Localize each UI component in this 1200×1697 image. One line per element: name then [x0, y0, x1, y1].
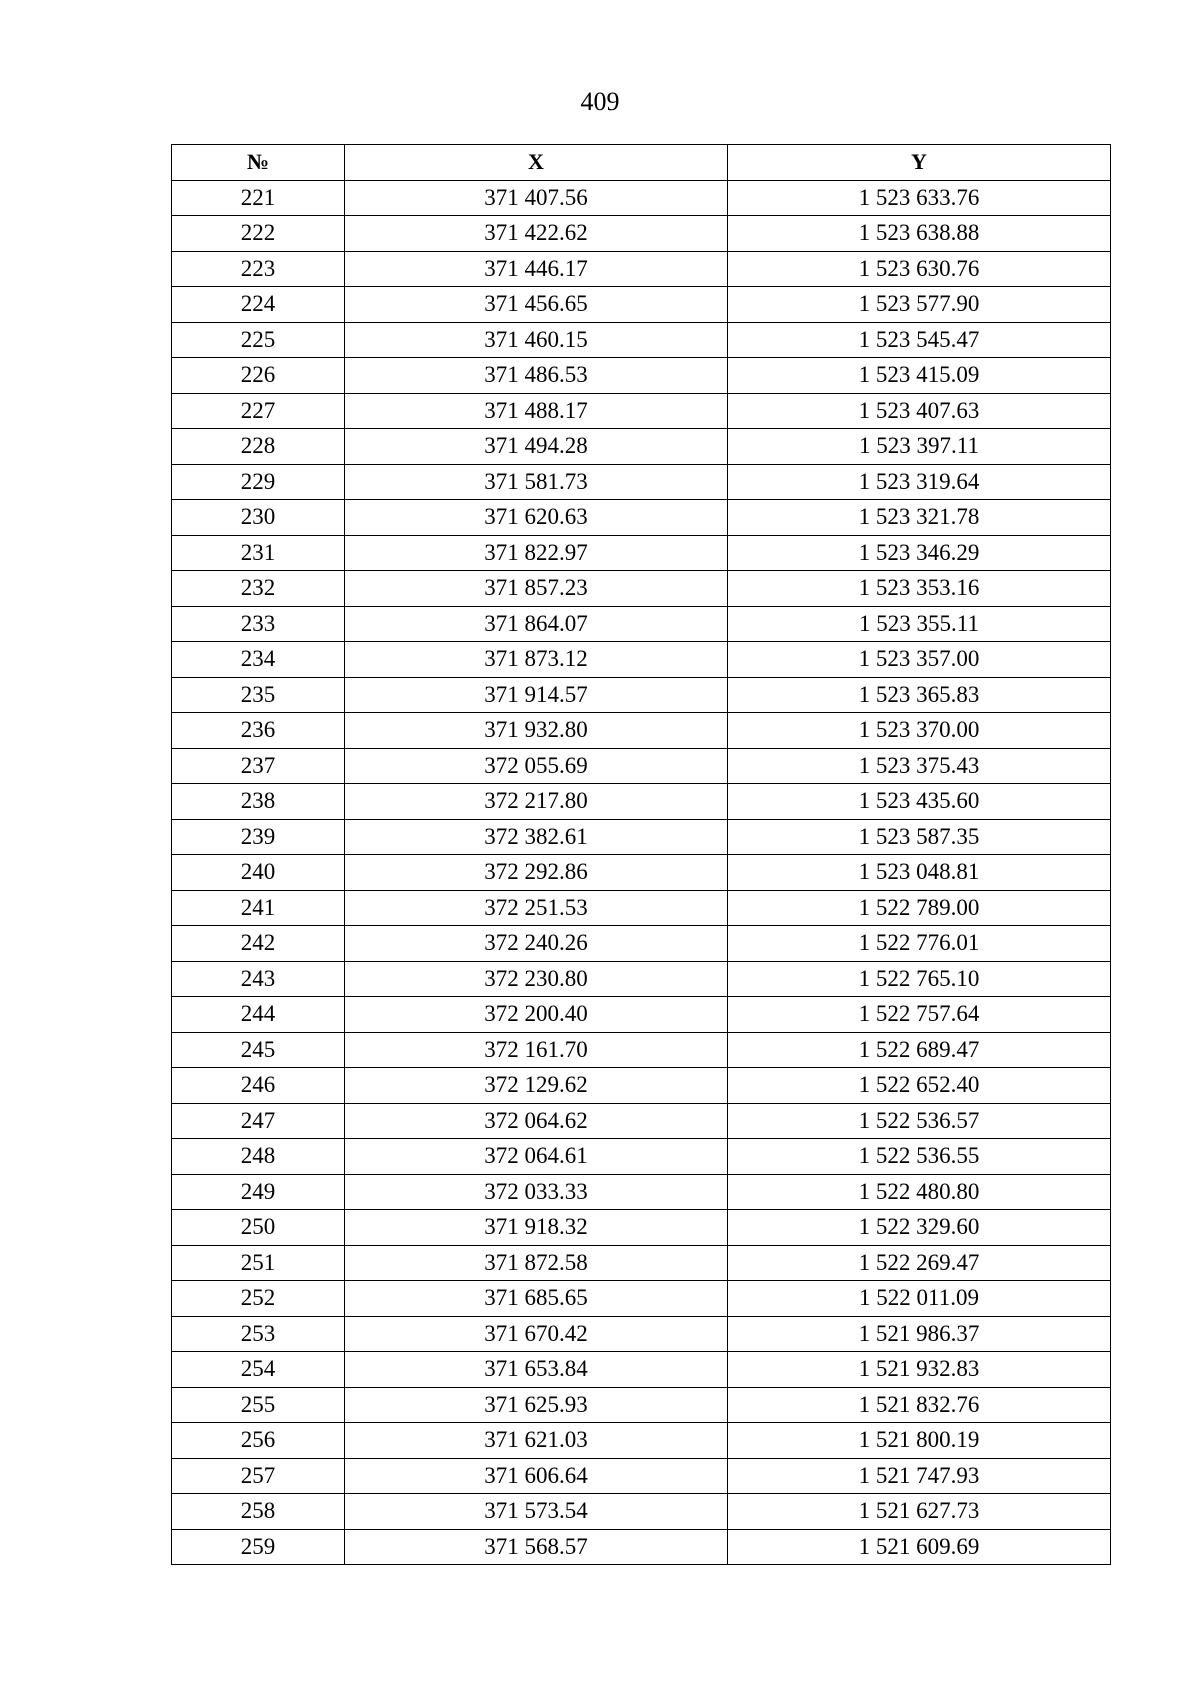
cell-x: 371 864.07 [345, 606, 728, 642]
table-row [172, 855, 1111, 891]
cell-x: 372 055.69 [345, 748, 728, 784]
cell-number: 235 [172, 677, 345, 713]
table-row [172, 784, 1111, 820]
cell-y: 1 522 652.40 [728, 1068, 1111, 1104]
cell-x: 371 670.42 [345, 1316, 728, 1352]
cell-y: 1 523 397.11 [728, 429, 1111, 465]
cell-number: 225 [172, 322, 345, 358]
cell-y: 1 522 689.47 [728, 1032, 1111, 1068]
table-row [172, 1352, 1111, 1388]
cell-number: 230 [172, 500, 345, 536]
table-row [172, 1174, 1111, 1210]
table-row [172, 1316, 1111, 1352]
cell-x: 371 486.53 [345, 358, 728, 394]
cell-number: 244 [172, 997, 345, 1033]
table-row [172, 500, 1111, 536]
cell-x: 371 873.12 [345, 642, 728, 678]
cell-y: 1 522 776.01 [728, 926, 1111, 962]
cell-y: 1 523 370.00 [728, 713, 1111, 749]
cell-y: 1 523 415.09 [728, 358, 1111, 394]
cell-x: 372 382.61 [345, 819, 728, 855]
cell-y: 1 521 627.73 [728, 1494, 1111, 1530]
cell-x: 371 568.57 [345, 1529, 728, 1565]
cell-number: 242 [172, 926, 345, 962]
table-row [172, 1458, 1111, 1494]
table-row [172, 322, 1111, 358]
cell-x: 371 932.80 [345, 713, 728, 749]
cell-number: 228 [172, 429, 345, 465]
cell-y: 1 522 757.64 [728, 997, 1111, 1033]
table-row [172, 1139, 1111, 1175]
table-row [172, 677, 1111, 713]
cell-number: 251 [172, 1245, 345, 1281]
table-body [172, 180, 1111, 1565]
cell-y: 1 523 346.29 [728, 535, 1111, 571]
cell-x: 372 217.80 [345, 784, 728, 820]
cell-number: 241 [172, 890, 345, 926]
table-row [172, 216, 1111, 252]
cell-number: 259 [172, 1529, 345, 1565]
cell-number: 223 [172, 251, 345, 287]
cell-y: 1 523 435.60 [728, 784, 1111, 820]
table-row [172, 819, 1111, 855]
column-header-y: Y [728, 145, 1111, 181]
table-row [172, 890, 1111, 926]
cell-x: 371 446.17 [345, 251, 728, 287]
cell-x: 372 230.80 [345, 961, 728, 997]
table-row [172, 1494, 1111, 1530]
cell-x: 372 064.61 [345, 1139, 728, 1175]
table-row [172, 642, 1111, 678]
cell-number: 226 [172, 358, 345, 394]
cell-x: 371 621.03 [345, 1423, 728, 1459]
cell-y: 1 523 375.43 [728, 748, 1111, 784]
cell-number: 234 [172, 642, 345, 678]
cell-y: 1 523 048.81 [728, 855, 1111, 891]
table-row [172, 1281, 1111, 1317]
cell-x: 371 422.62 [345, 216, 728, 252]
table-row [172, 748, 1111, 784]
cell-y: 1 522 329.60 [728, 1210, 1111, 1246]
cell-number: 254 [172, 1352, 345, 1388]
cell-number: 233 [172, 606, 345, 642]
cell-x: 371 620.63 [345, 500, 728, 536]
cell-y: 1 522 536.57 [728, 1103, 1111, 1139]
table-row [172, 1245, 1111, 1281]
cell-x: 372 240.26 [345, 926, 728, 962]
table-row [172, 287, 1111, 323]
table-row [172, 429, 1111, 465]
cell-x: 371 822.97 [345, 535, 728, 571]
cell-number: 231 [172, 535, 345, 571]
cell-x: 371 606.64 [345, 1458, 728, 1494]
cell-number: 232 [172, 571, 345, 607]
cell-x: 371 573.54 [345, 1494, 728, 1530]
cell-y: 1 522 480.80 [728, 1174, 1111, 1210]
cell-number: 252 [172, 1281, 345, 1317]
cell-x: 371 857.23 [345, 571, 728, 607]
cell-x: 371 653.84 [345, 1352, 728, 1388]
table-row [172, 1210, 1111, 1246]
table-row [172, 606, 1111, 642]
cell-x: 372 033.33 [345, 1174, 728, 1210]
cell-number: 247 [172, 1103, 345, 1139]
table-row [172, 358, 1111, 394]
cell-x: 371 581.73 [345, 464, 728, 500]
table-row [172, 1529, 1111, 1565]
cell-y: 1 522 536.55 [728, 1139, 1111, 1175]
table-row [172, 180, 1111, 216]
cell-y: 1 522 789.00 [728, 890, 1111, 926]
table-row [172, 997, 1111, 1033]
cell-y: 1 523 365.83 [728, 677, 1111, 713]
cell-number: 243 [172, 961, 345, 997]
table-row [172, 464, 1111, 500]
cell-x: 372 292.86 [345, 855, 728, 891]
cell-x: 372 200.40 [345, 997, 728, 1033]
cell-number: 239 [172, 819, 345, 855]
cell-number: 240 [172, 855, 345, 891]
table-row [172, 1068, 1111, 1104]
cell-number: 224 [172, 287, 345, 323]
column-header-number: № [172, 145, 345, 181]
cell-y: 1 523 357.00 [728, 642, 1111, 678]
cell-x: 371 456.65 [345, 287, 728, 323]
cell-number: 227 [172, 393, 345, 429]
cell-x: 371 914.57 [345, 677, 728, 713]
cell-y: 1 522 269.47 [728, 1245, 1111, 1281]
table-row [172, 1103, 1111, 1139]
coordinates-table [171, 144, 1111, 1565]
table-row [172, 393, 1111, 429]
cell-number: 229 [172, 464, 345, 500]
cell-y: 1 521 986.37 [728, 1316, 1111, 1352]
cell-x: 371 460.15 [345, 322, 728, 358]
cell-number: 221 [172, 180, 345, 216]
cell-number: 257 [172, 1458, 345, 1494]
column-header-x: X [345, 145, 728, 181]
cell-y: 1 523 353.16 [728, 571, 1111, 607]
table-row [172, 251, 1111, 287]
cell-number: 253 [172, 1316, 345, 1352]
cell-x: 371 625.93 [345, 1387, 728, 1423]
cell-number: 246 [172, 1068, 345, 1104]
cell-number: 249 [172, 1174, 345, 1210]
page-number: 409 [580, 87, 620, 116]
cell-y: 1 523 319.64 [728, 464, 1111, 500]
cell-y: 1 523 545.47 [728, 322, 1111, 358]
cell-y: 1 521 800.19 [728, 1423, 1111, 1459]
cell-y: 1 521 747.93 [728, 1458, 1111, 1494]
cell-y: 1 523 638.88 [728, 216, 1111, 252]
cell-x: 371 685.65 [345, 1281, 728, 1317]
cell-number: 250 [172, 1210, 345, 1246]
table-row [172, 535, 1111, 571]
cell-y: 1 523 630.76 [728, 251, 1111, 287]
table-row [172, 961, 1111, 997]
cell-number: 236 [172, 713, 345, 749]
cell-x: 371 488.17 [345, 393, 728, 429]
cell-y: 1 523 633.76 [728, 180, 1111, 216]
cell-x: 371 872.58 [345, 1245, 728, 1281]
cell-number: 258 [172, 1494, 345, 1530]
cell-y: 1 523 407.63 [728, 393, 1111, 429]
cell-y: 1 521 932.83 [728, 1352, 1111, 1388]
cell-y: 1 521 832.76 [728, 1387, 1111, 1423]
cell-x: 371 407.56 [345, 180, 728, 216]
cell-number: 238 [172, 784, 345, 820]
table-row [172, 1032, 1111, 1068]
cell-y: 1 523 587.35 [728, 819, 1111, 855]
table-row [172, 1387, 1111, 1423]
cell-x: 371 494.28 [345, 429, 728, 465]
table-row [172, 571, 1111, 607]
cell-y: 1 523 577.90 [728, 287, 1111, 323]
cell-number: 248 [172, 1139, 345, 1175]
cell-y: 1 521 609.69 [728, 1529, 1111, 1565]
table-row [172, 1423, 1111, 1459]
table-header-row [172, 145, 1111, 181]
cell-x: 371 918.32 [345, 1210, 728, 1246]
cell-number: 222 [172, 216, 345, 252]
cell-y: 1 523 321.78 [728, 500, 1111, 536]
table-row [172, 713, 1111, 749]
cell-y: 1 522 765.10 [728, 961, 1111, 997]
cell-number: 237 [172, 748, 345, 784]
table-row [172, 926, 1111, 962]
cell-x: 372 064.62 [345, 1103, 728, 1139]
cell-number: 256 [172, 1423, 345, 1459]
cell-x: 372 251.53 [345, 890, 728, 926]
cell-y: 1 522 011.09 [728, 1281, 1111, 1317]
cell-x: 372 161.70 [345, 1032, 728, 1068]
cell-x: 372 129.62 [345, 1068, 728, 1104]
cell-y: 1 523 355.11 [728, 606, 1111, 642]
cell-number: 255 [172, 1387, 345, 1423]
cell-number: 245 [172, 1032, 345, 1068]
